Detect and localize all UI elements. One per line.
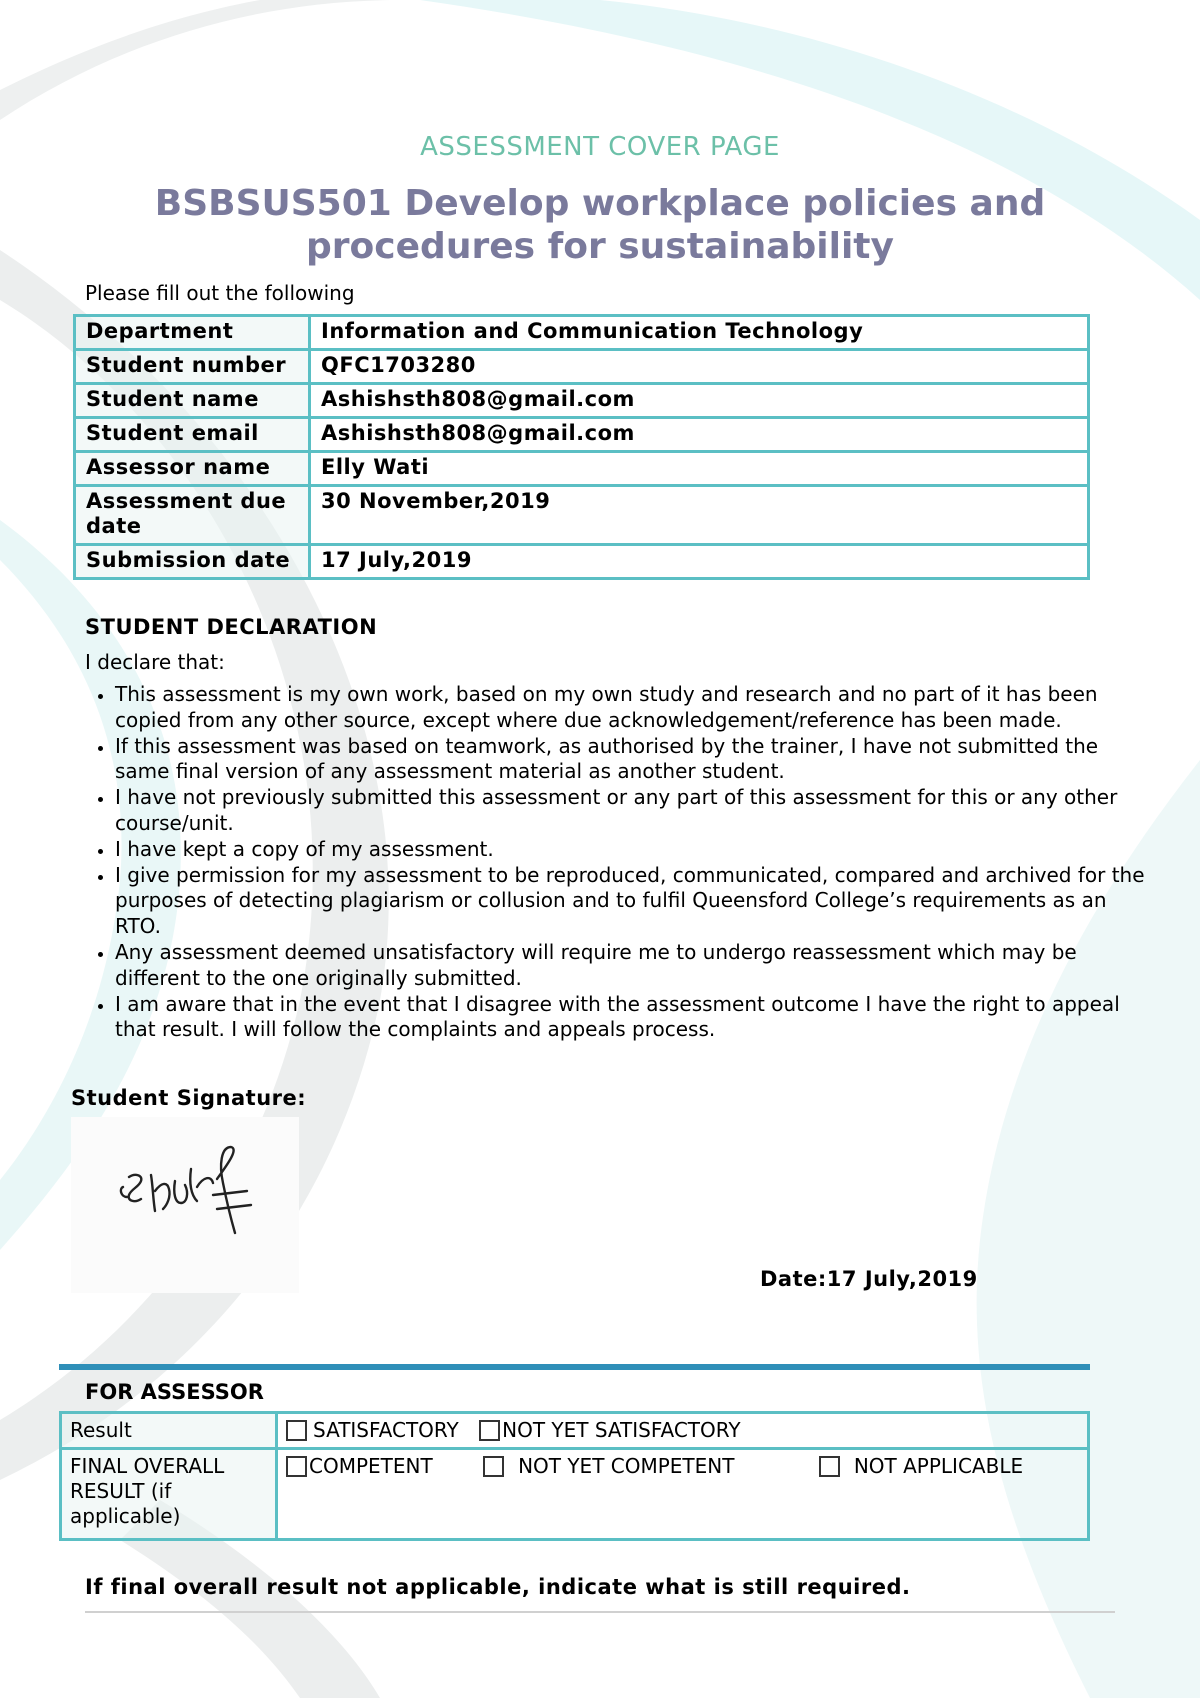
- table-row: [75, 384, 1089, 418]
- not-yet-satisfactory-option[interactable]: [479, 1418, 740, 1443]
- department-value[interactable]: Information and Communication Technology: [310, 316, 1089, 350]
- option-label: SATISFACTORY: [313, 1418, 459, 1442]
- field-label: Assessor name: [75, 452, 310, 486]
- declaration-title: STUDENT DECLARATION: [85, 615, 378, 639]
- competent-option[interactable]: [286, 1454, 433, 1479]
- student-info-table: [73, 314, 1090, 580]
- not-yet-competent-option[interactable]: [483, 1454, 734, 1479]
- table-row: [75, 316, 1089, 350]
- assessor-divider: [59, 1364, 1090, 1370]
- student-email-value[interactable]: Ashishsth808@gmail.com: [310, 418, 1089, 452]
- option-label: COMPETENT: [309, 1454, 433, 1478]
- result-options: [277, 1413, 1089, 1449]
- cover-page-label: ASSESSMENT COVER PAGE: [420, 132, 780, 162]
- student-number-value[interactable]: QFC1703280: [310, 350, 1089, 384]
- not-applicable-option[interactable]: [819, 1454, 1023, 1479]
- table-row: [61, 1449, 1089, 1540]
- list-item: • I have not previously submitted this assessment or any part of this assessment for this or any other course/unit.: [115, 785, 1145, 837]
- table-row: [75, 545, 1089, 579]
- result-label: Result: [61, 1413, 277, 1449]
- list-item: • This assessment is my own work, based on my own study and research and no part of it has been copied from any other source, except where due acknowledgement/reference has been made.: [115, 682, 1145, 734]
- signature-scribble: [71, 1117, 299, 1293]
- final-result-label: FINAL OVERALL RESULT (if applicable): [61, 1449, 277, 1540]
- date-value: 17 July,2019: [826, 1267, 978, 1291]
- list-item: • I am aware that in the event that I disagree with the assessment outcome I have the right to appeal that result. I will follow the complaints and appeals process.: [115, 992, 1145, 1044]
- competent-checkbox[interactable]: [286, 1456, 307, 1477]
- field-label: Student name: [75, 384, 310, 418]
- field-label: Department: [75, 316, 310, 350]
- table-row: [75, 350, 1089, 384]
- table-row: [61, 1413, 1089, 1449]
- not-yet-satisfactory-checkbox[interactable]: [479, 1420, 500, 1441]
- table-row: [75, 486, 1089, 545]
- not-applicable-checkbox[interactable]: [819, 1456, 840, 1477]
- option-label: NOT YET COMPETENT: [518, 1454, 735, 1478]
- field-label: Student number: [75, 350, 310, 384]
- answer-line[interactable]: [85, 1611, 1115, 1613]
- declaration-list: [85, 682, 1145, 1043]
- assessor-name-value[interactable]: Elly Wati: [310, 452, 1089, 486]
- final-result-options: [277, 1449, 1089, 1540]
- unit-title: BSBSUS501 Develop workplace policies and procedures for sustainability: [154, 183, 1046, 267]
- student-name-value[interactable]: Ashishsth808@gmail.com: [310, 384, 1089, 418]
- option-label: NOT YET SATISFACTORY: [502, 1418, 741, 1442]
- option-label: NOT APPLICABLE: [853, 1454, 1024, 1478]
- satisfactory-checkbox[interactable]: [286, 1420, 307, 1441]
- date-label: Date:: [760, 1267, 827, 1291]
- list-item: • Any assessment deemed unsatisfactory will require me to undergo reassessment which may be different to the one originally submitted.: [115, 940, 1145, 992]
- due-date-value[interactable]: 30 November,2019: [310, 486, 1089, 545]
- signature-image: [71, 1117, 299, 1293]
- declaration-intro: I declare that:: [85, 650, 225, 674]
- signature-label: Student Signature:: [71, 1086, 307, 1110]
- field-label: Student email: [75, 418, 310, 452]
- submission-date-value[interactable]: 17 July,2019: [310, 545, 1089, 579]
- table-row: [75, 452, 1089, 486]
- assessor-section-title: FOR ASSESSOR: [85, 1380, 264, 1404]
- field-label: Assessment due date: [75, 486, 310, 545]
- assessor-result-table: [59, 1411, 1090, 1541]
- list-item: • If this assessment was based on teamwork, as authorised by the trainer, I have not submitted the same final version of any assessment material as another student.: [115, 734, 1145, 786]
- table-row: [75, 418, 1089, 452]
- list-item: • I give permission for my assessment to be reproduced, communicated, compared and archived for the purposes of detecting plagiarism or collusion and to fulfil Queensford College’s requirements as an RTO.: [115, 863, 1145, 940]
- field-label: Submission date: [75, 545, 310, 579]
- satisfactory-option[interactable]: [286, 1418, 459, 1443]
- intro-text: Please fill out the following: [85, 281, 355, 305]
- signature-date: [760, 1267, 978, 1291]
- final-result-note: If final overall result not applicable, indicate what is still required.: [85, 1575, 911, 1599]
- list-item: • I have kept a copy of my assessment.: [115, 837, 1145, 863]
- not-yet-competent-checkbox[interactable]: [483, 1456, 504, 1477]
